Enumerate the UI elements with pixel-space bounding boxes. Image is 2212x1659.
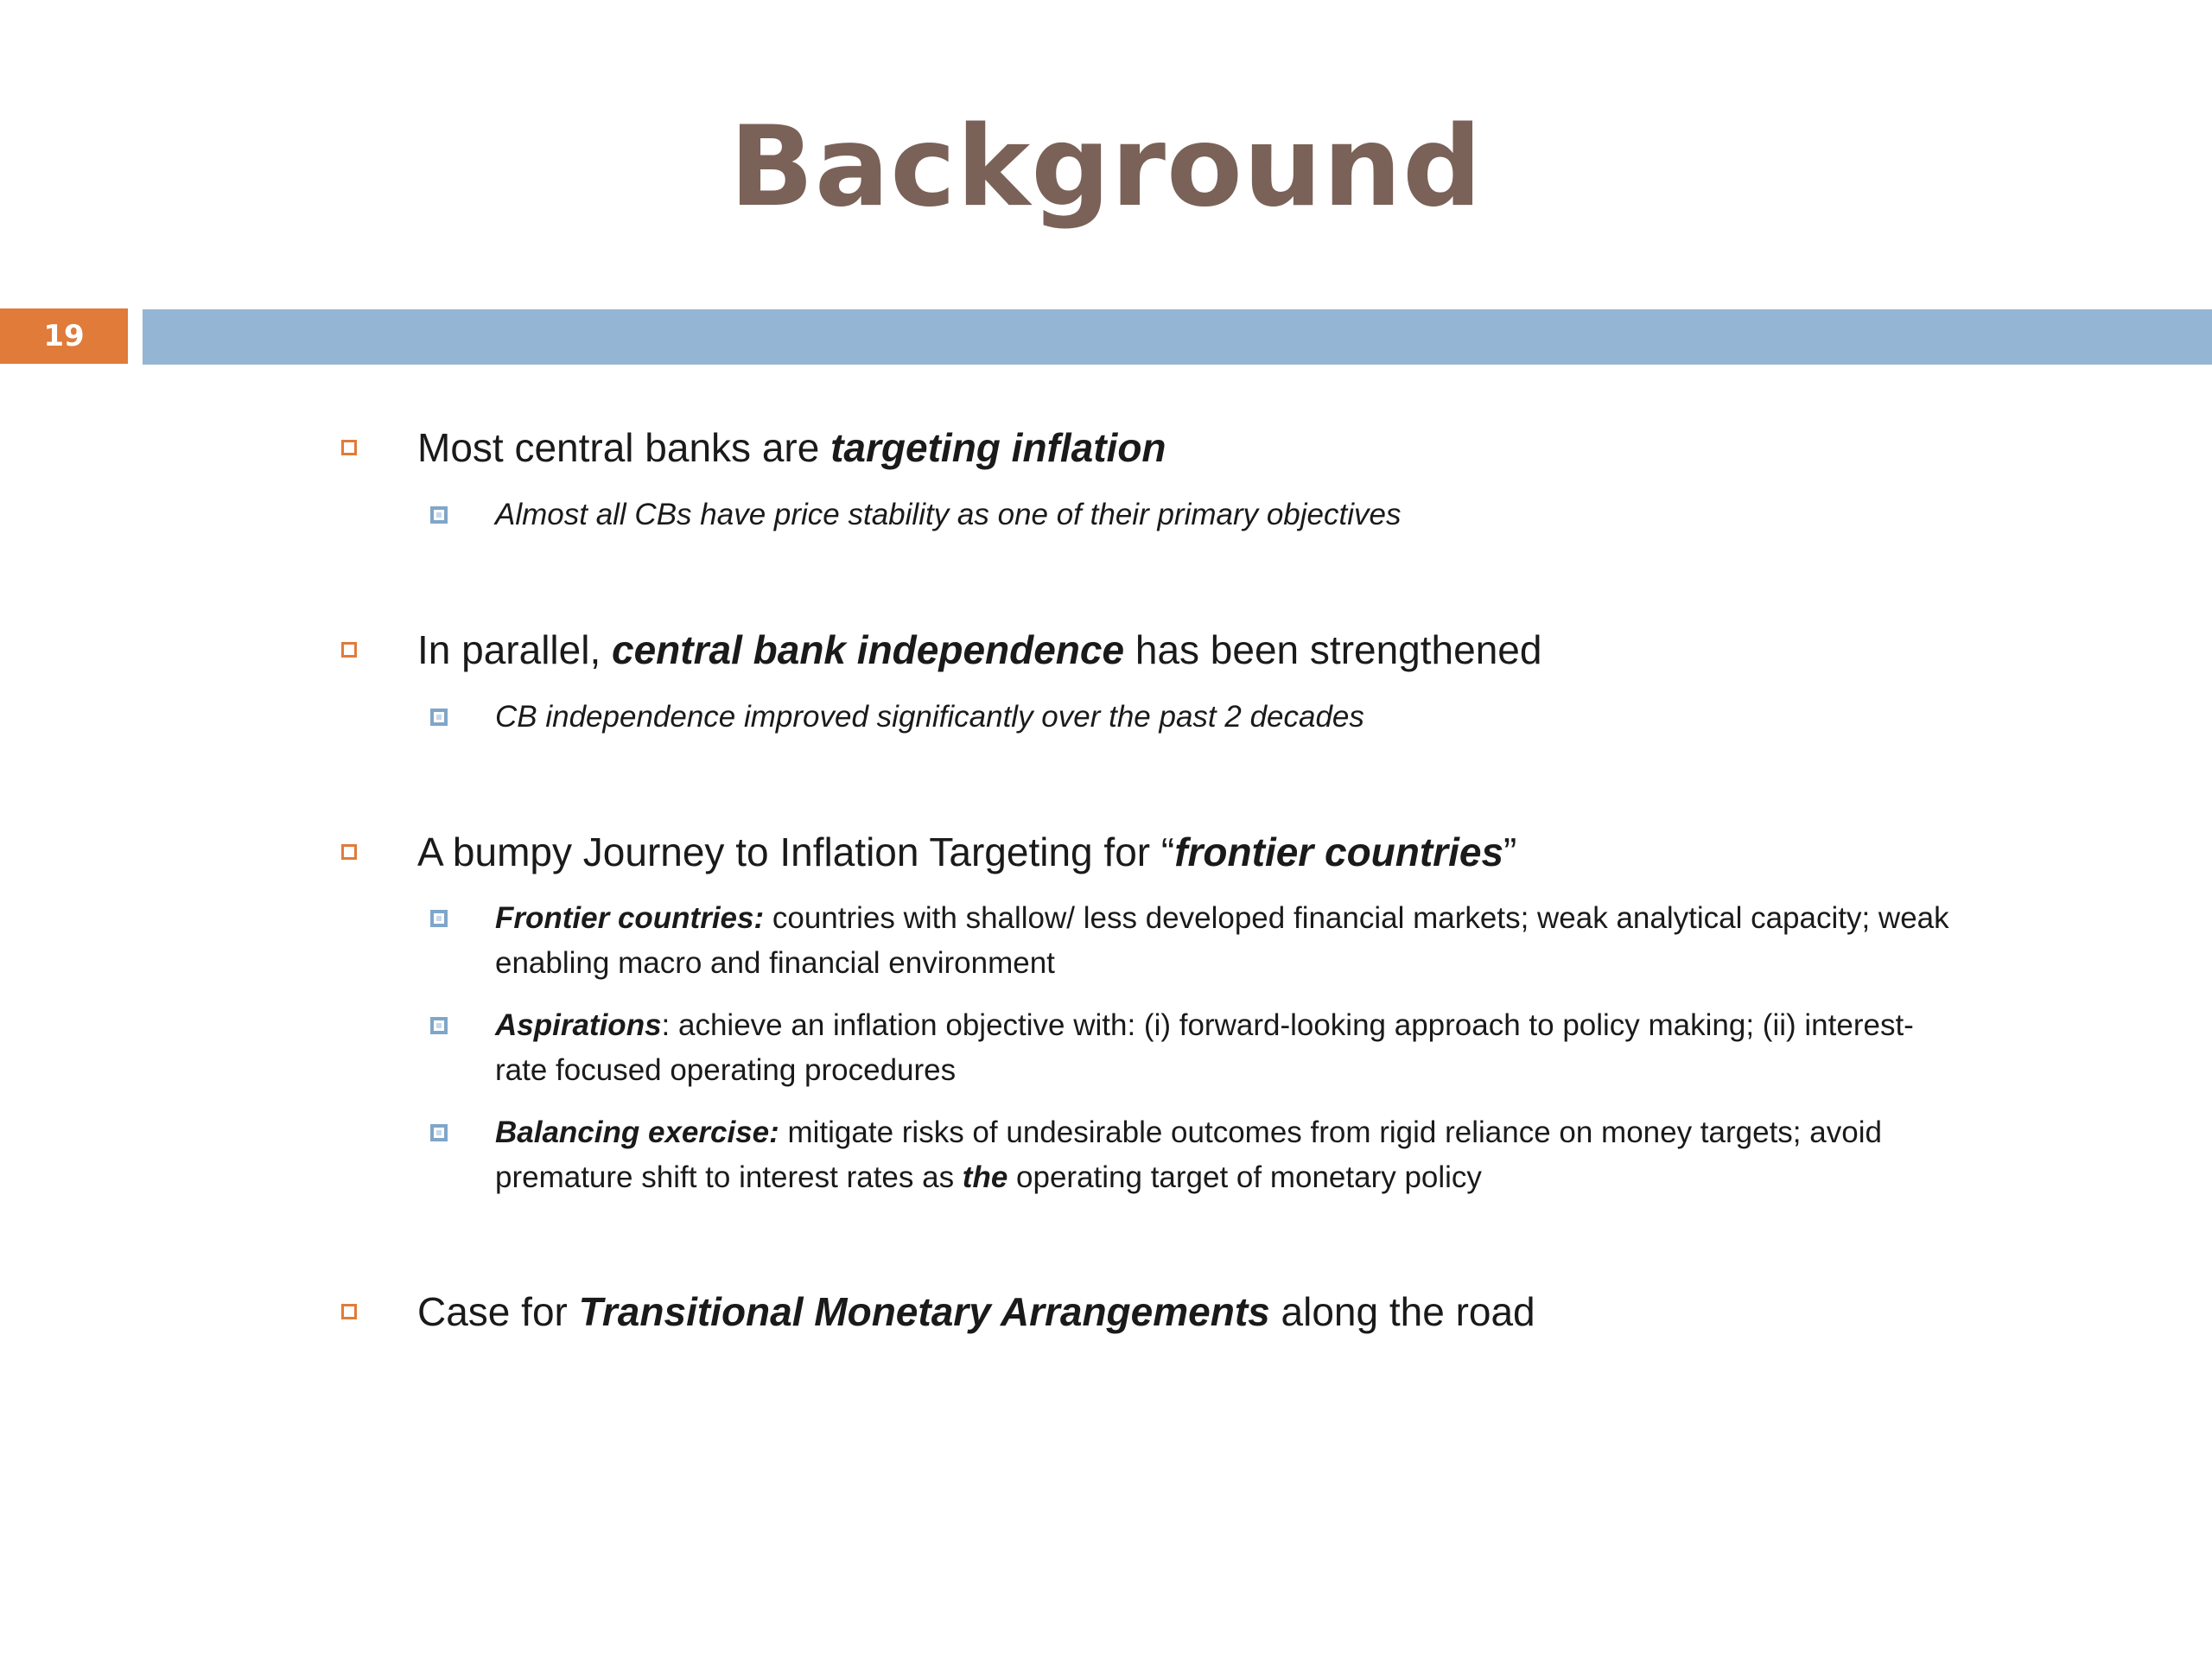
sub-bullet-text: Almost all CBs have price stability as one of their primary objectives [495, 498, 1402, 531]
slide-title: Background [729, 103, 1483, 232]
square-sub-bullet-icon [430, 506, 448, 524]
bullet-text: Case for Transitional Monetary Arrangements along the road [417, 1289, 1535, 1334]
square-bullet-icon [341, 844, 357, 860]
square-sub-bullet-icon [430, 1124, 448, 1141]
bullet-text: Most central banks are targeting inflation [417, 425, 1166, 470]
sub-bullet-text: Aspirations: achieve an inflation objective with: (i) forward-looking approach to policy making; (ii) interest-rate focused operating procedures [495, 1008, 1914, 1087]
square-sub-bullet-icon [430, 1017, 448, 1034]
square-bullet-icon [341, 1304, 357, 1319]
sub-bullet-item [430, 1110, 1951, 1200]
sub-bullet-item [430, 695, 1951, 740]
sub-bullet-text: CB independence improved significantly over the past 2 decades [495, 700, 1364, 734]
square-bullet-icon [341, 642, 357, 658]
square-sub-bullet-icon [430, 709, 448, 726]
header-bar [143, 309, 2212, 365]
square-bullet-icon [341, 440, 357, 455]
sub-bullet-item [430, 493, 1951, 537]
bullet-text: A bumpy Journey to Inflation Targeting for “frontier countries” [417, 830, 1517, 874]
sub-bullet-item [430, 896, 1951, 986]
sub-bullet-text: Balancing exercise: mitigate risks of undesirable outcomes from rigid reliance on money targets; avoid premature shift to interest rates as the operating target of monetary policy [495, 1116, 1882, 1194]
sub-bullet-text: Frontier countries: countries with shallow/ less developed financial markets; weak analytical capacity; weak enabling macro and financial environment [495, 901, 1949, 980]
square-sub-bullet-icon [430, 910, 448, 927]
bullet-text: In parallel, central bank independence has been strengthened [417, 627, 1542, 672]
sub-bullet-item [430, 1003, 1951, 1093]
slide-number: 19 [0, 308, 128, 364]
